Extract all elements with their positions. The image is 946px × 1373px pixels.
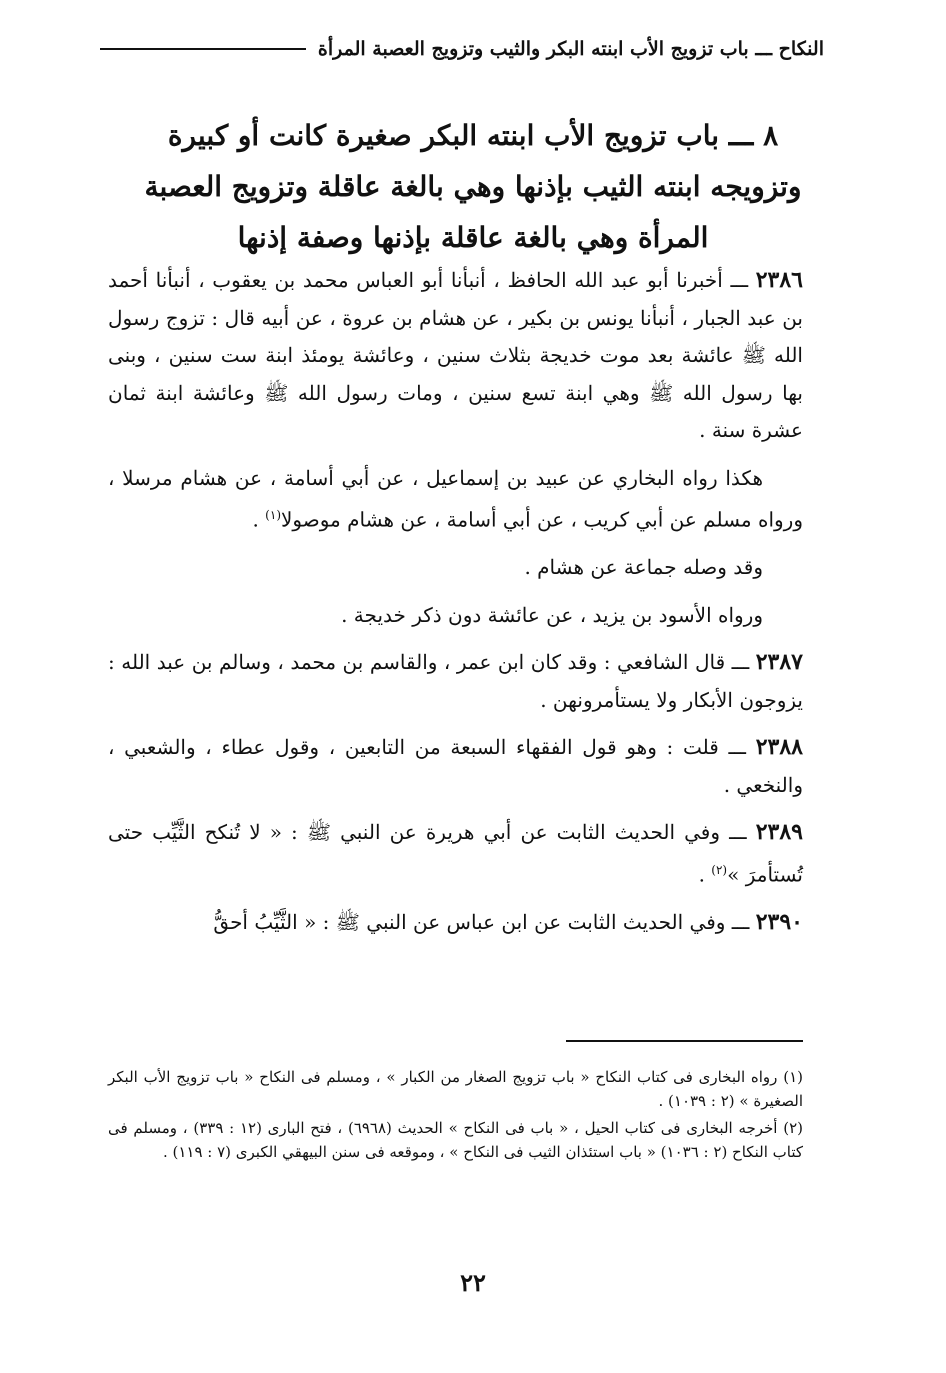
hadith-2390	[108, 904, 803, 942]
footnote-ref: (٢)	[711, 862, 728, 877]
paragraph-text: ورواه الأسود بن يزيد ، عن عائشة دون ذكر خديجة .	[341, 602, 763, 627]
hadith-2389	[108, 814, 803, 894]
commentary-paragraph	[108, 460, 803, 540]
hadith-2388	[108, 729, 803, 804]
hadith-2386	[108, 262, 803, 450]
hadith-number: ٢٣٨٩	[755, 819, 803, 846]
commentary-paragraph	[108, 549, 803, 587]
body-text	[108, 262, 803, 951]
paragraph-tail: .	[698, 862, 712, 887]
footnote-1: (١) رواه البخارى فى كتاب النكاح « باب تزويج الصغار من الكبار » ، ومسلم فى النكاح « باب تزويج الأب البكر الصغيرة » (٢ : ١٠٣٩) .	[108, 1068, 803, 1110]
hadith-number: ٢٣٨٨	[755, 734, 803, 761]
hadith-number: ٢٣٨٧	[755, 649, 803, 676]
paragraph-text: هكذا رواه البخاري عن عبيد بن إسماعيل ، عن أبي أسامة ، عن هشام مرسلا ، ورواه مسلم عن أبي كريب ، عن أبي أسامة ، عن هشام موصولا	[108, 465, 803, 532]
paragraph-text: ـــ وفي الحديث الثابت عن ابن عباس عن النبي ﷺ : « الثَّيِّبُ أحقُّ	[213, 909, 756, 934]
paragraph-text: ـــ أخبرنا أبو عبد الله الحافظ ، أنبأنا أبو العباس محمد بن يعقوب ، أنبأنا أحمد بن عبد الجبار ، أنبأنا يونس بن بكير ، عن هشام بن عروة ، عن أبيه قال : تزوج رسول الله ﷺ عائشة بعد موت خديجة بثلاث سنين ، وعائشة يومئذ ابنة ست سنين ، وبنى بها رسول الله ﷺ وهي ابنة تسع سنين ، ومات رسول الله ﷺ وعائشة ابنة ثمان عشرة سنة .	[108, 268, 803, 442]
footnotes	[108, 1066, 803, 1168]
page-number: ٢٢	[460, 1268, 486, 1297]
paragraph-tail: .	[252, 507, 266, 532]
commentary-paragraph	[108, 597, 803, 635]
header-rule	[100, 48, 306, 50]
footnote-ref: (١)	[265, 508, 281, 522]
paragraph-text: ـــ قلت : وهو قول الفقهاء السبعة من التابعين ، وقول عطاء ، والشعبي ، والنخعي .	[108, 735, 803, 797]
hadith-2387	[108, 644, 803, 719]
paragraph-text: ـــ وفي الحديث الثابت عن أبي هريرة عن النبي ﷺ : « لا تُنكح الثَّيِّب حتى تُستأمرَ »	[108, 820, 803, 887]
hadith-number: ٢٣٨٦	[755, 267, 803, 293]
chapter-title: ٨ ـــ باب تزويج الأب ابنته البكر صغيرة كانت أو كبيرة وتزويجه ابنته الثيب بإذنها وهي بالغة عاقلة وتزويج العصبة المرأة وهي بالغة عاقلة بإذنها وصفة إذنها	[144, 119, 802, 254]
paragraph-text: ـــ قال الشافعي : وقد كان ابن عمر ، والقاسم بن محمد ، وسالم بن عبد الله : يزوجون الأبكار ولا يستأمرونهن .	[108, 650, 803, 712]
hadith-number: ٢٣٩٠	[755, 908, 803, 935]
running-header-text: النكاح ـــ باب تزويج الأب ابنته البكر والثيب وتزويج العصبة المرأة	[317, 38, 824, 60]
footnote-separator	[566, 1040, 803, 1042]
paragraph-text: وقد وصله جماعة عن هشام .	[524, 555, 763, 580]
footnote-2: (٢) أخرجه البخارى فى كتاب الحيل ، « باب فى النكاح » الحديث (٦٩٦٨) ، فتح البارى (١٢ : ٣٣٩) ، ومسلم فى كتاب النكاح (٢ : ١٠٣٦) « باب استئذان الثيب فى النكاح » ، وموقعه فى سنن البيهقي الكبرى (٧ : ١١٩) .	[108, 1119, 803, 1161]
running-header	[100, 38, 824, 60]
